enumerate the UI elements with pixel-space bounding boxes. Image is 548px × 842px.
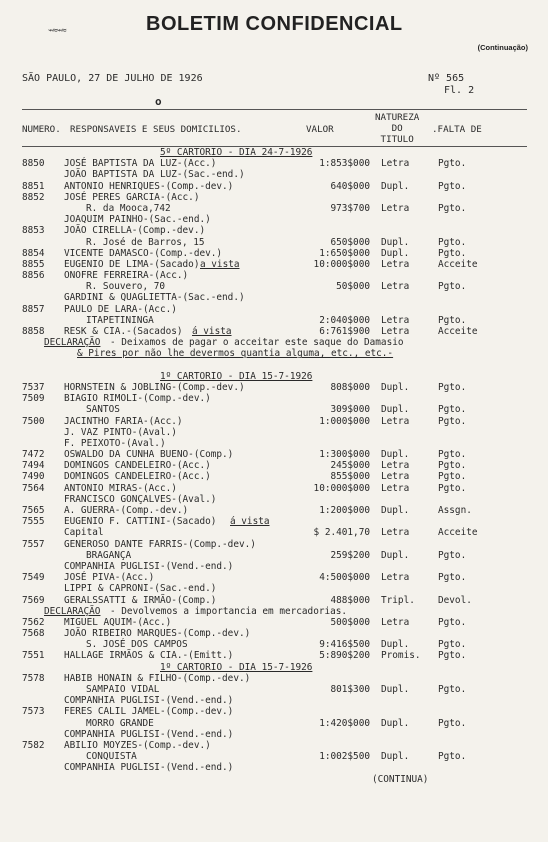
issue-number — [428, 73, 474, 97]
section-heading: 1º CARTORIO - DIA 15-7-1926 — [160, 661, 313, 673]
title-value: 1:853$000 — [319, 158, 370, 170]
list-item — [0, 628, 548, 639]
entry-number: 7509 — [22, 393, 45, 405]
list-item — [0, 684, 548, 695]
section-heading: 5º CARTORIO - DIA 24-7-1926 — [160, 147, 313, 158]
list-item — [0, 483, 548, 494]
declaration-text: & Pires por não lhe devermos quantia alguma, etc., etc.- — [77, 348, 394, 360]
entry-number: 7500 — [22, 415, 45, 427]
responsible-party: HABIB HONAIN & FILHO-(Comp.-dev.) — [64, 672, 251, 684]
title-nature: Dupl. — [381, 404, 410, 416]
list-item — [0, 471, 548, 482]
entry-number: 7549 — [22, 572, 45, 584]
title-nature: Dupl. — [381, 449, 410, 461]
entry-number: 7564 — [22, 482, 45, 494]
list-item — [0, 427, 548, 438]
responsible-party: EUGENIO F. CATTINI-(Sacado) — [64, 516, 217, 528]
entry-number: 7494 — [22, 460, 45, 472]
title-nature: Letra — [381, 202, 410, 214]
list-item — [0, 673, 548, 684]
list-item — [0, 214, 548, 225]
title-value: 1:300$000 — [319, 449, 370, 461]
declaration-text: - Deixamos de pagar o acceitar este saque do Damasio — [110, 337, 404, 349]
column-header-valor: VALOR — [306, 124, 334, 135]
protest-reason: Pgto. — [438, 616, 467, 628]
title-nature: Dupl. — [381, 549, 410, 561]
title-value: 1:200$000 — [319, 505, 370, 516]
entry-number: 7555 — [22, 516, 45, 528]
list-item — [0, 718, 548, 729]
list-item — [0, 158, 548, 169]
list-item — [0, 203, 548, 214]
declaration-label: DECLARAÇÃO — [44, 337, 101, 349]
title-nature: Dupl. — [381, 751, 410, 763]
list-item — [0, 527, 548, 538]
payment-term: á vista — [192, 326, 232, 337]
responsible-party: EUGENIO DE LIMA-(Sacado) — [64, 258, 200, 270]
title-value: 4:500$000 — [319, 572, 370, 584]
list-item — [0, 315, 548, 326]
protest-reason: Acceite — [438, 258, 478, 270]
title-value: 309$000 — [330, 404, 370, 416]
protest-reason: Pgto. — [438, 314, 467, 326]
entry-number: 7537 — [22, 381, 45, 393]
responsible-party: S. JOSÉ DOS CAMPOS — [86, 639, 188, 651]
entry-number: 7573 — [22, 706, 45, 718]
title-value: 1:420$000 — [319, 717, 370, 729]
list-item — [0, 348, 548, 359]
responsible-party: F. PEIXOTO-(Aval.) — [64, 437, 166, 449]
list-item — [0, 281, 548, 292]
list-item — [0, 382, 548, 393]
entry-number: 8852 — [22, 191, 45, 203]
responsible-party: DOMINGOS CANDELEIRO-(Acc.) — [64, 460, 211, 472]
protest-reason: Pgto. — [438, 158, 467, 170]
title-value: 50$000 — [336, 281, 370, 293]
responsible-party: OSWALDO DA CUNHA BUENO-(Comp.) — [64, 449, 234, 461]
title-value: 1:002$500 — [319, 751, 370, 763]
protest-reason: Pgto. — [438, 449, 467, 461]
header-rule-top — [22, 109, 527, 110]
list-item — [0, 494, 548, 505]
protest-reason: Pgto. — [438, 650, 467, 662]
declaration-text: - Devolvemos a importancia em mercadorias. — [110, 605, 348, 617]
responsible-party: JOAQUIM PAINHO-(Sac.-end.) — [64, 214, 211, 226]
declaration-label: DECLARAÇÃO — [44, 605, 101, 617]
payment-term: á vista — [230, 516, 270, 528]
title-value: 640$000 — [330, 180, 370, 192]
responsible-party: VICENTE DAMASCO-(Comp.-dev.) — [64, 247, 223, 259]
title-value: 1:650$000 — [319, 247, 370, 259]
responsible-party: Capital — [64, 527, 104, 539]
responsible-party: SANTOS — [86, 404, 120, 416]
protest-reason: Pgto. — [438, 572, 467, 584]
title-nature: Letra — [381, 527, 410, 539]
title-nature: Letra — [381, 471, 410, 483]
protest-reason: Devol. — [438, 594, 472, 606]
protest-reason: Pgto. — [438, 549, 467, 561]
list-item — [0, 516, 548, 527]
protest-reason: Pgto. — [438, 684, 467, 695]
list-item — [0, 248, 548, 259]
title-nature: Tripl. — [381, 594, 415, 606]
responsible-party: FERES CALIL JAMEL-(Comp.-dev.) — [64, 706, 234, 718]
list-item — [0, 326, 548, 337]
entry-number: 7568 — [22, 628, 45, 640]
title-value: 2:040$000 — [319, 314, 370, 326]
list-item — [0, 595, 548, 606]
responsible-party: ANTONIO MIRAS-(Acc.) — [64, 482, 177, 494]
list-item — [0, 259, 548, 270]
title-nature: Letra — [381, 158, 410, 170]
entry-number: 7578 — [22, 672, 45, 684]
list-item — [0, 337, 548, 348]
protest-reason: Pgto. — [438, 381, 467, 393]
responsible-party: JOSÉ BAPTISTA DA LUZ-(Acc.) — [64, 158, 217, 170]
entry-number: 8850 — [22, 158, 45, 170]
title-nature: Dupl. — [381, 684, 410, 695]
list-item — [0, 270, 548, 281]
entry-number: 7582 — [22, 739, 45, 751]
protest-reason: Acceite — [438, 527, 478, 539]
responsible-party: JOÃO RIBEIRO MARQUES-(Comp.-dev.) — [64, 628, 251, 640]
responsible-party: R. da Mooca,742 — [86, 202, 171, 214]
list-item — [0, 304, 548, 315]
title-nature: Letra — [381, 616, 410, 628]
responsible-party: GARDINI & QUAGLIETTA-(Sac.-end.) — [64, 292, 245, 304]
responsible-party: FRANCISCO GONÇALVES-(Aval.) — [64, 493, 217, 505]
list-item — [0, 572, 548, 583]
list-item — [0, 292, 548, 303]
protest-reason: Pgto. — [438, 247, 467, 259]
protest-reason: Pgto. — [438, 415, 467, 427]
entry-number: 7569 — [22, 594, 45, 606]
responsible-party: COMPANHIA PUGLISI-(Vend.-end.) — [64, 695, 234, 707]
title-nature: Dupl. — [381, 180, 410, 192]
title-nature: Letra — [381, 258, 410, 270]
list-item — [0, 360, 548, 371]
list-item — [0, 192, 548, 203]
title-nature: Letra — [381, 415, 410, 427]
list-item — [0, 147, 548, 158]
title-value: 650$000 — [330, 236, 370, 248]
responsible-party: LIPPI & CAPRONI-(Sac.-end.) — [64, 583, 217, 595]
protest-reason: Pgto. — [438, 236, 467, 248]
responsible-party: HALLAGE IRMÃOS & CIA.-(Emitt.) — [64, 650, 234, 662]
responsible-party: COMPANHIA PUGLISI-(Vend.-end.) — [64, 762, 234, 774]
date-line: SÃO PAULO, 27 DE JULHO DE 1926 — [22, 73, 203, 84]
responsible-party: PAULO DE LARA-(Acc.) — [64, 303, 177, 315]
title-value: 801$300 — [330, 684, 370, 695]
list-item — [0, 617, 548, 628]
list-item — [0, 505, 548, 516]
responsible-party: HORNSTEIN & JOBLING-(Comp.-dev.) — [64, 381, 245, 393]
title-value: 973$700 — [330, 202, 370, 214]
list-item — [0, 662, 548, 673]
title-nature: Promis. — [381, 650, 421, 662]
protest-reason: Pgto. — [438, 751, 467, 763]
list-item — [0, 751, 548, 762]
title-value: 500$000 — [330, 616, 370, 628]
list-item — [0, 181, 548, 192]
responsible-party: GERALSSATTI & IRMÃO-(Comp.) — [64, 594, 217, 606]
title-nature: Letra — [381, 460, 410, 472]
list-item — [0, 774, 548, 785]
responsible-party: R. Souvero, 70 — [86, 281, 166, 293]
list-item — [0, 550, 548, 561]
entry-number: 8855 — [22, 258, 45, 270]
entry-number: 8858 — [22, 326, 45, 337]
responsible-party: ONOFRE FERREIRA-(Acc.) — [64, 270, 189, 282]
list-item — [0, 237, 548, 248]
list-item — [0, 740, 548, 751]
title-nature: Dupl. — [381, 381, 410, 393]
list-item — [0, 561, 548, 572]
entry-number: 7472 — [22, 449, 45, 461]
title-nature: Dupl. — [381, 639, 410, 651]
list-item — [0, 449, 548, 460]
column-header-numero: NUMERO. — [22, 124, 61, 135]
list-item — [0, 650, 548, 661]
title-nature: Letra — [381, 326, 410, 337]
continuation-label: (Continuação) — [477, 43, 528, 52]
list-item — [0, 606, 548, 617]
title-value: $ 2.401,70 — [313, 527, 370, 539]
responsible-party: BIAGIO RIMOLI-(Comp.-dev.) — [64, 393, 211, 405]
responsible-party: RESK & CIA.-(Sacados) — [64, 326, 183, 337]
responsible-party: R. José de Barros, 15 — [86, 236, 205, 248]
title-nature: Dupl. — [381, 247, 410, 259]
responsible-party: COMPANHIA PUGLISI-(Vend.-end.) — [64, 560, 234, 572]
entry-number: 7490 — [22, 471, 45, 483]
list-item — [0, 225, 548, 236]
list-item — [0, 169, 548, 180]
responsible-party: J. VAZ PINTO-(Aval.) — [64, 426, 177, 438]
list-item — [0, 539, 548, 550]
protest-reason: Pgto. — [438, 471, 467, 483]
responsible-party: JOSÉ PERES GARCIA-(Acc.) — [64, 191, 200, 203]
continues-label: (CONTINUA) — [372, 773, 429, 785]
title-nature: Letra — [381, 572, 410, 584]
title-value: 855$000 — [330, 471, 370, 483]
responsible-party: ANTONIO HENRIQUES-(Comp.-dev.) — [64, 180, 234, 192]
responsible-party: MORRO GRANDE — [86, 717, 154, 729]
list-item — [0, 393, 548, 404]
entry-number: 8851 — [22, 180, 45, 192]
responsible-party: JOÃO BAPTISTA DA LUZ-(Sac.-end.) — [64, 169, 245, 181]
responsible-party: SAMPAIO VIDAL — [86, 684, 160, 695]
protest-reason: Pgto. — [438, 202, 467, 214]
title-nature: Letra — [381, 281, 410, 293]
responsible-party: GENEROSO DANTE FARRIS-(Comp.-dev.) — [64, 538, 256, 550]
entry-number: 7557 — [22, 538, 45, 550]
page-number: Fl. 2 — [444, 85, 475, 96]
list-item — [0, 639, 548, 650]
title-value: 10:000$000 — [313, 258, 370, 270]
list-item — [0, 371, 548, 382]
responsible-party: ABILIO MOYZES-(Comp.-dev.) — [64, 739, 211, 751]
entry-number: 8854 — [22, 247, 45, 259]
list-item — [0, 729, 548, 740]
bulletin-number: Nº 565 — [428, 73, 465, 84]
entry-number: 8853 — [22, 225, 45, 237]
title-value: 245$000 — [330, 460, 370, 472]
responsible-party: JOÃO CIRELLA-(Comp.-dev.) — [64, 225, 206, 237]
responsible-party: JACINTHO FARIA-(Acc.) — [64, 415, 183, 427]
title-value: 259$200 — [330, 549, 370, 561]
protest-list — [0, 147, 548, 785]
protest-reason: Pgto. — [438, 460, 467, 472]
title-nature: Letra — [381, 482, 410, 494]
responsible-party: BRAGANÇA — [86, 549, 132, 561]
payment-term: a vista — [200, 258, 240, 270]
protest-reason: Pgto. — [438, 717, 467, 729]
title-nature: Dupl. — [381, 505, 410, 516]
protest-reason: Pgto. — [438, 281, 467, 293]
title-value: 808$000 — [330, 381, 370, 393]
column-header-natureza: NATUREZA DO TITULO — [375, 112, 420, 145]
responsible-party: CONQUISTA — [86, 751, 137, 763]
list-item — [0, 695, 548, 706]
responsible-party: DOMINGOS CANDELEIRO-(Acc.) — [64, 471, 211, 483]
protest-reason: Pgto. — [438, 639, 467, 651]
title-value: 488$000 — [330, 594, 370, 606]
entry-number: 7551 — [22, 650, 45, 662]
protest-reason: Assgn. — [438, 505, 472, 516]
title-value: 5:890$200 — [319, 650, 370, 662]
list-item — [0, 416, 548, 427]
section-heading: 1º CARTORIO - DIA 15-7-1926 — [160, 370, 313, 382]
responsible-party: COMPANHIA PUGLISI-(Vend.-end.) — [64, 728, 234, 740]
list-item — [0, 404, 548, 415]
title-value: 9:416$500 — [319, 639, 370, 651]
protest-reason: Pgto. — [438, 180, 467, 192]
column-header-falta: .FALTA DE — [432, 124, 482, 135]
document-title: BOLETIM CONFIDENCIAL — [146, 13, 403, 35]
list-item — [0, 460, 548, 471]
list-item — [0, 762, 548, 773]
title-value: 1:000$000 — [319, 415, 370, 427]
protest-reason: Acceite — [438, 326, 478, 337]
title-nature: Dupl. — [381, 236, 410, 248]
protest-reason: Pgto. — [438, 404, 467, 416]
list-item — [0, 706, 548, 717]
title-nature: Letra — [381, 314, 410, 326]
bullet-mark: o — [155, 95, 162, 108]
title-value: 10:000$000 — [313, 482, 370, 494]
title-value: 6:761$900 — [319, 326, 370, 337]
entry-number: 7565 — [22, 505, 45, 516]
list-item — [0, 438, 548, 449]
entry-number: 8857 — [22, 303, 45, 315]
responsible-party: A. GUERRA-(Comp.-dev.) — [64, 505, 189, 516]
protest-reason: Pgto. — [438, 482, 467, 494]
responsible-party: MIGUEL AQUIM-(Acc.) — [64, 616, 172, 628]
entry-number: 8856 — [22, 270, 45, 282]
column-header-responsaveis: RESPONSAVEIS E SEUS DOMICILIOS. — [70, 124, 242, 135]
list-item — [0, 583, 548, 594]
title-nature: Dupl. — [381, 717, 410, 729]
ornament-icon: ⌁≈⌁≈ — [48, 26, 66, 36]
responsible-party: ITAPETININGA — [86, 314, 154, 326]
entry-number: 7562 — [22, 616, 45, 628]
responsible-party: JOSÉ PIVA-(Acc.) — [64, 572, 155, 584]
